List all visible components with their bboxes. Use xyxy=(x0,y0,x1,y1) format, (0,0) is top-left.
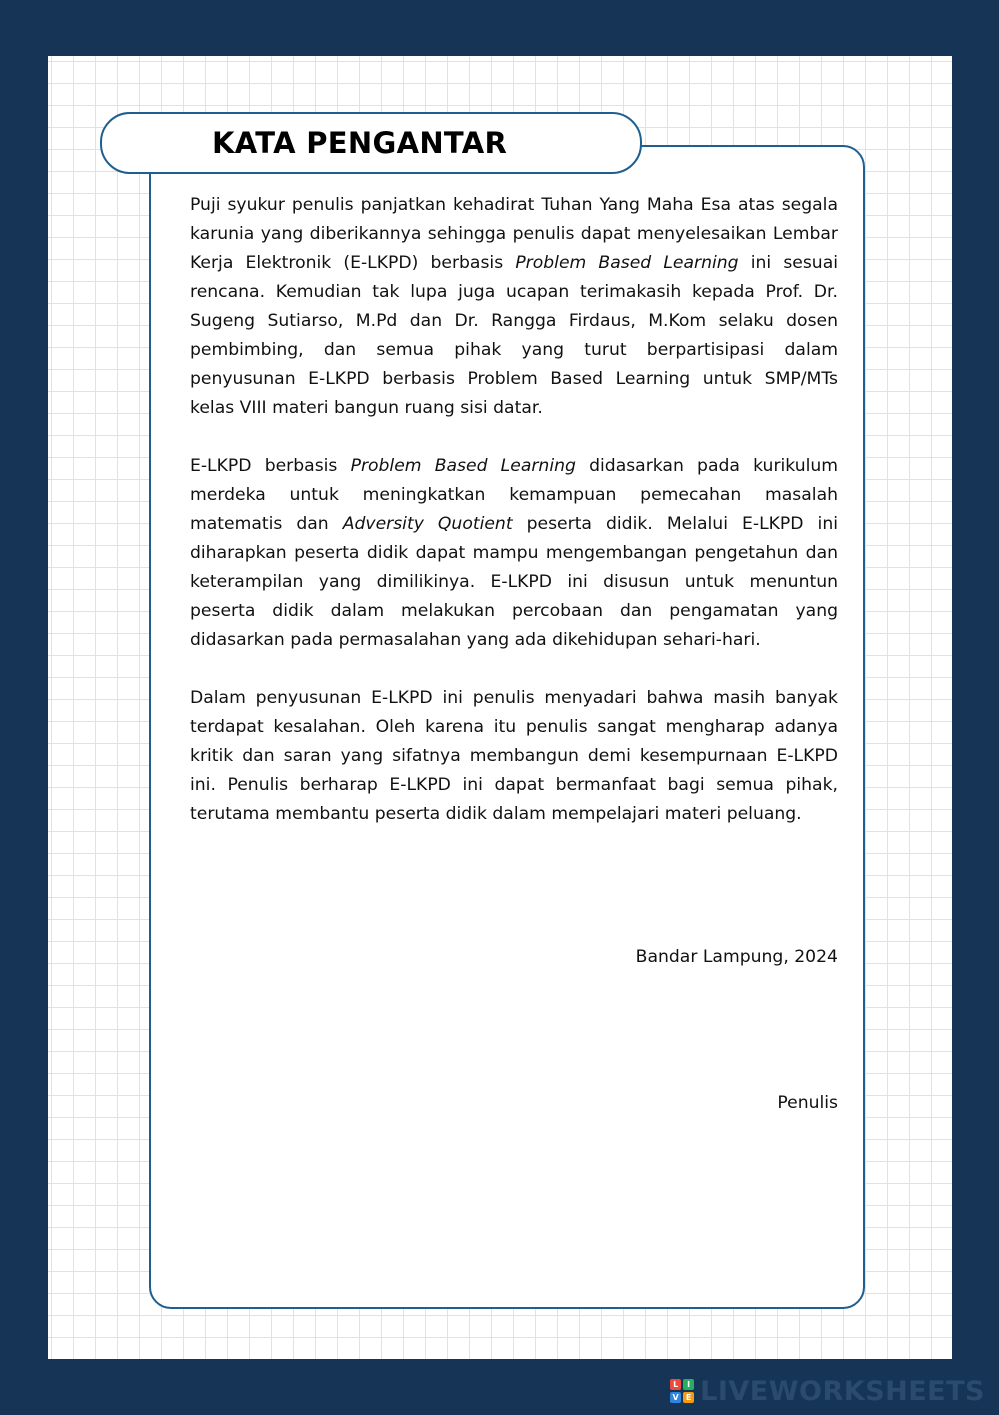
place-date: Bandar Lampung, 2024 xyxy=(635,947,838,967)
text-run-italic: Adversity Quotient xyxy=(342,514,513,534)
paragraph-1 xyxy=(190,191,838,423)
paragraph-3 xyxy=(190,684,838,829)
paragraph-2 xyxy=(190,452,838,655)
text-run: peserta didik. Melalui E-LKPD ini diharapkan peserta didik dapat mampu mengembangan pengetahun dan keterampilan yang dimilikinya. E-LKPD ini disusun untuk menuntun peserta didik dalam melakukan percobaan dan pengamatan yang didasarkan pada permasalahan yang ada dikehidupan sehari-hari. xyxy=(190,514,839,650)
author-signature: Penulis xyxy=(777,1093,838,1113)
text-run-italic: Problem Based Learning xyxy=(515,253,739,273)
logo-letter: V xyxy=(670,1392,681,1403)
text-run: E-LKPD berbasis xyxy=(190,456,351,476)
logo-letter: E xyxy=(683,1392,694,1403)
text-run: didasarkan pada kurikulum merdeka untuk meningkatkan kemampuan pemecahan masalah matematis dan xyxy=(190,456,839,534)
foreword-body xyxy=(190,191,838,858)
logo-letter: I xyxy=(683,1379,694,1390)
text-run-italic: Problem Based Learning xyxy=(350,456,576,476)
page-title: KATA PENGANTAR xyxy=(212,126,508,160)
title-banner xyxy=(100,112,642,174)
liveworksheets-watermark xyxy=(670,1376,985,1406)
logo-letter: L xyxy=(670,1379,681,1390)
text-run: Dalam penyusunan E-LKPD ini penulis menyadari bahwa masih banyak terdapat kesalahan. Oleh karena itu penulis sangat mengharap adanya kritik dan saran yang sifatnya membangun demi kesempurnaan E-LKPD ini. Penulis berharap E-LKPD ini dapat bermanfaat bagi semua pihak, terutama membantu peserta didik dalam mempelajari materi peluang. xyxy=(190,688,838,824)
watermark-text: LIVEWORKSHEETS xyxy=(700,1375,985,1407)
liveworksheets-logo-icon xyxy=(670,1379,694,1403)
text-run: Puji syukur penulis panjatkan kehadirat Tuhan Yang Maha Esa atas segala karunia yang diberikannya sehingga penulis dapat menyelesaikan Lembar Kerja Elektronik (E-LKPD) berbasis xyxy=(190,195,838,273)
text-run: ini sesuai rencana. Kemudian tak lupa juga ucapan terimakasih kepada Prof. Dr. Sugeng Sutiarso, M.Pd dan Dr. Rangga Firdaus, M.Kom selaku dosen pembimbing, dan semua pihak yang turut berpartisipasi dalam penyusunan E-LKPD berbasis Problem Based Learning untuk SMP/MTs kelas VIII materi bangun ruang sisi datar. xyxy=(190,253,839,418)
